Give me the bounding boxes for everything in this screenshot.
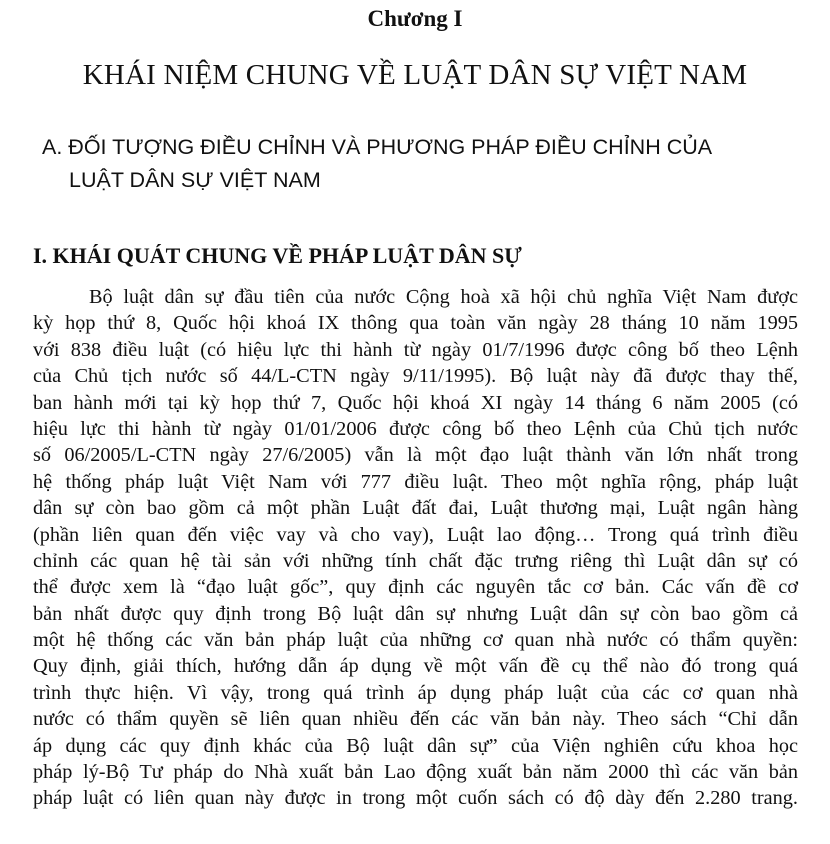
chapter-label: Chương I	[367, 6, 463, 31]
paragraph-line: dân sự còn bao gồm cả một phần Luật đất đai, Luật thương mại, Luật ngân hàng	[33, 497, 798, 520]
paragraph-line: áp dụng các quy định khác của Bộ luật dân sự” của Viện nghiên cứu khoa học	[33, 734, 798, 757]
paragraph-line: hệ thống pháp luật Việt Nam với 777 điều luật. Theo một nghĩa rộng, pháp luật	[33, 470, 798, 493]
paragraph-line: một hệ thống các văn bản pháp luật của những cơ quan nhà nước có thẩm quyền:	[33, 629, 798, 652]
paragraph-line: thể được xem là “đạo luật gốc”, quy định các nguyên tắc cơ bản. Các vấn đề cơ	[33, 576, 798, 599]
section-a-heading-line2: LUẬT DÂN SỰ VIỆT NAM	[69, 168, 321, 192]
paragraph-line: pháp lý-Bộ Tư pháp do Nhà xuất bản Lao động xuất bản năm 2000 thì các văn bản	[33, 761, 798, 784]
paragraph-line: số 06/2005/L-CTN ngày 27/6/2005) vẫn là một đạo luật thành văn lớn nhất trong	[33, 444, 798, 467]
section-i-heading: I. KHÁI QUÁT CHUNG VỀ PHÁP LUẬT DÂN SỰ	[33, 243, 522, 268]
paragraph-line: ban hành mới tại kỳ họp thứ 7, Quốc hội khoá XI ngày 14 tháng 6 năm 2005 (có	[33, 391, 798, 414]
paragraph-line: hiệu lực thi hành từ ngày 01/01/2006 được công bố theo Lệnh của Chủ tịch nước	[33, 417, 798, 440]
section-a-heading	[42, 131, 802, 197]
paragraph-line: trình thực hiện. Vì vậy, trong quá trình áp dụng pháp luật của các cơ quan nhà	[33, 681, 798, 704]
paragraph-line: của Chủ tịch nước số 44/L-CTN ngày 9/11/1995). Bộ luật này đã được thay thế,	[33, 365, 798, 388]
paragraph-line: kỳ họp thứ 8, Quốc hội khoá IX thông qua toàn văn ngày 28 tháng 10 năm 1995	[33, 312, 798, 335]
paragraph-line: chỉnh các quan hệ tài sản với những tính chất đặc trưng riêng thì Luật dân sự có	[33, 549, 798, 572]
paragraph-line: pháp luật có liên quan này được in trong một cuốn sách có độ dày đến 2.280 trang.	[33, 787, 798, 810]
paragraph-line: nước có thẩm quyền sẽ liên quan nhiều đến các văn bản này. Theo sách “Chỉ dẫn	[33, 708, 798, 731]
paragraph-line: (phần liên quan đến việc vay và cho vay), Luật lao động… Trong quá trình điều	[33, 523, 798, 546]
body-paragraph	[33, 284, 798, 812]
paragraph-line: Quy định, giải thích, hướng dẫn áp dụng về một vấn đề cụ thể nào đó trong quá	[33, 655, 798, 678]
paragraph-line: bản nhất được quy định trong Bộ luật dân sự nhưng Luật dân sự còn bao gồm cả	[33, 602, 798, 625]
paragraph-line: với 838 điều luật (có hiệu lực thi hành từ ngày 01/7/1996 được công bố theo Lệnh	[33, 338, 798, 361]
chapter-title: KHÁI NIỆM CHUNG VỀ LUẬT DÂN SỰ VIỆT NAM	[82, 59, 748, 91]
section-a-heading-line1: A. ĐỐI TƯỢNG ĐIỀU CHỈNH VÀ PHƯƠNG PHÁP ĐIỀU CHỈNH CỦA	[42, 135, 713, 159]
paragraph-line: Bộ luật dân sự đầu tiên của nước Cộng hoà xã hội chủ nghĩa Việt Nam được	[89, 286, 798, 308]
